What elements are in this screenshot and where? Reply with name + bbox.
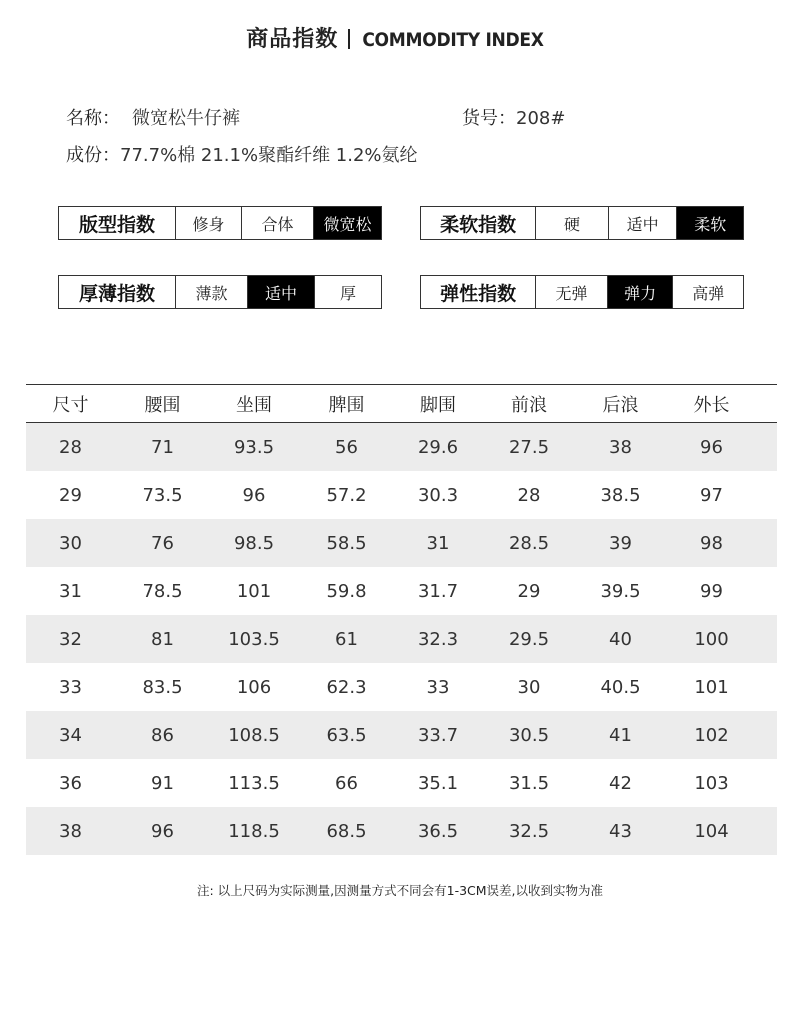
table-row [26,663,777,711]
table-cell: 113.5 [228,772,280,794]
table-cell: 108.5 [228,724,280,746]
product-name-line [66,104,240,130]
product-sku-line [462,104,565,130]
header-waist: 腰围 [144,394,181,416]
table-row [26,567,777,615]
table-cell: 57.2 [326,484,367,506]
fit-index [58,206,382,240]
fit-index-label: 版型指数 [59,207,176,239]
name-value: 微宽松牛仔裤 [132,108,240,129]
table-cell: 86 [151,724,174,746]
table-cell: 62.3 [326,676,367,698]
table-cell: 97 [700,484,723,506]
header-thigh: 脾围 [328,394,365,416]
table-cell: 31 [59,580,82,602]
table-cell: 29 [517,580,541,602]
table-cell: 30 [517,676,541,698]
table-cell: 38 [59,820,82,842]
table-cell: 39 [609,532,632,554]
table-cell: 42 [609,772,632,794]
table-row [26,423,777,471]
fit-option-relaxed: 微宽松 [314,207,381,239]
thickness-option-medium: 适中 [248,276,315,308]
table-cell: 101 [236,580,272,602]
name-label: 名称： [66,108,120,129]
table-cell: 31.7 [417,580,459,602]
table-cell: 33.7 [417,724,459,746]
table-cell: 96 [700,436,723,458]
table-cell: 32.3 [417,628,459,650]
table-row [26,615,777,663]
header-leg-opening: 脚围 [420,394,456,416]
table-cell: 100 [694,628,729,650]
table-row [26,519,777,567]
table-cell: 31.5 [508,772,550,794]
thickness-index-label: 厚薄指数 [59,276,176,308]
table-cell: 98 [700,532,723,554]
table-cell: 31 [426,532,450,554]
table-cell: 40.5 [600,676,641,698]
softness-option-hard: 硬 [536,207,609,239]
table-row [26,759,777,807]
header-front-rise: 前浪 [511,394,547,416]
table-row [26,471,777,519]
composition-label: 成份： [66,145,120,166]
table-cell: 39.5 [600,580,641,602]
table-cell: 28.5 [508,532,550,554]
header-size: 尺寸 [52,394,89,416]
fit-option-slim: 修身 [176,207,242,239]
table-cell: 93.5 [233,436,275,458]
measurement-note: 注: 以上尺码为实际测量,因测量方式不同会有1-3CM误差,以收到实物为准 [196,883,604,898]
softness-option-medium: 适中 [609,207,678,239]
softness-index-label: 柔软指数 [421,207,536,239]
table-cell: 118.5 [228,820,280,842]
table-cell: 68.5 [326,820,367,842]
elasticity-option-none: 无弹 [536,276,608,308]
table-cell: 98.5 [233,532,275,554]
title-cn: 商品指数 [246,27,339,52]
softness-index [420,206,744,240]
table-cell: 101 [694,676,729,698]
composition-line [66,141,418,167]
thickness-option-thin: 薄款 [176,276,248,308]
thickness-option-thick: 厚 [339,283,356,303]
table-cell: 36.5 [417,820,459,842]
sku-label: 货号： [462,108,516,129]
table-cell: 29.5 [508,628,550,650]
header-back-rise: 后浪 [602,394,639,416]
table-cell: 78.5 [142,580,183,602]
table-cell: 81 [151,628,174,650]
header-hip: 坐围 [236,394,272,416]
table-cell: 83.5 [142,676,183,698]
table-cell: 30.3 [417,484,459,506]
table-cell: 71 [151,436,174,458]
fit-option-regular: 合体 [242,207,314,239]
table-cell: 28 [59,436,82,458]
table-cell: 33 [59,676,82,698]
table-cell: 30 [59,532,82,554]
table-cell: 40 [609,628,632,650]
table-cell: 63.5 [326,724,367,746]
table-cell: 91 [151,772,174,794]
table-cell: 103.5 [228,628,280,650]
table-row [26,711,777,759]
table-cell: 99 [700,580,723,602]
table-cell: 43 [609,820,632,842]
table-cell: 32.5 [508,820,550,842]
table-cell: 33 [426,676,450,698]
table-cell: 32 [59,628,82,650]
table-cell: 76 [151,532,174,554]
table-cell: 29 [59,484,82,506]
table-cell: 96 [151,820,174,842]
size-table [26,384,777,855]
table-cell: 38.5 [600,484,641,506]
composition-value: 77.7%棉 21.1%聚酯纤维 1.2%氨纶 [120,145,418,166]
elasticity-index-label: 弹性指数 [421,276,536,308]
thickness-index [58,275,382,309]
elasticity-option-stretch: 弹力 [608,276,674,308]
table-cell: 56 [335,436,358,458]
page-title [0,22,790,53]
table-cell: 104 [694,820,729,842]
table-cell: 66 [335,772,358,794]
table-cell: 41 [609,724,632,746]
table-cell: 59.8 [326,580,367,602]
table-cell: 30.5 [508,724,550,746]
table-cell: 106 [236,676,272,698]
size-table-body [26,423,777,855]
table-row [26,807,777,855]
table-cell: 102 [694,724,729,746]
table-cell: 96 [242,484,266,506]
table-cell: 34 [59,724,82,746]
elasticity-index [420,275,744,309]
sku-value: 208# [516,108,566,129]
table-cell: 61 [335,628,358,650]
table-cell: 35.1 [417,772,459,794]
size-table-header [26,385,777,423]
table-cell: 58.5 [326,532,367,554]
table-cell: 38 [609,436,632,458]
table-cell: 103 [694,772,729,794]
softness-option-soft: 柔软 [677,207,743,239]
table-cell: 36 [59,772,82,794]
table-cell: 29.6 [417,436,459,458]
table-cell: 28 [517,484,541,506]
elasticity-option-high: 高弹 [692,283,725,303]
table-cell: 27.5 [508,436,550,458]
header-outseam: 外长 [693,394,730,416]
title-divider [348,29,350,49]
table-cell: 73.5 [142,484,183,506]
title-en: COMMODITY INDEX [362,29,544,51]
